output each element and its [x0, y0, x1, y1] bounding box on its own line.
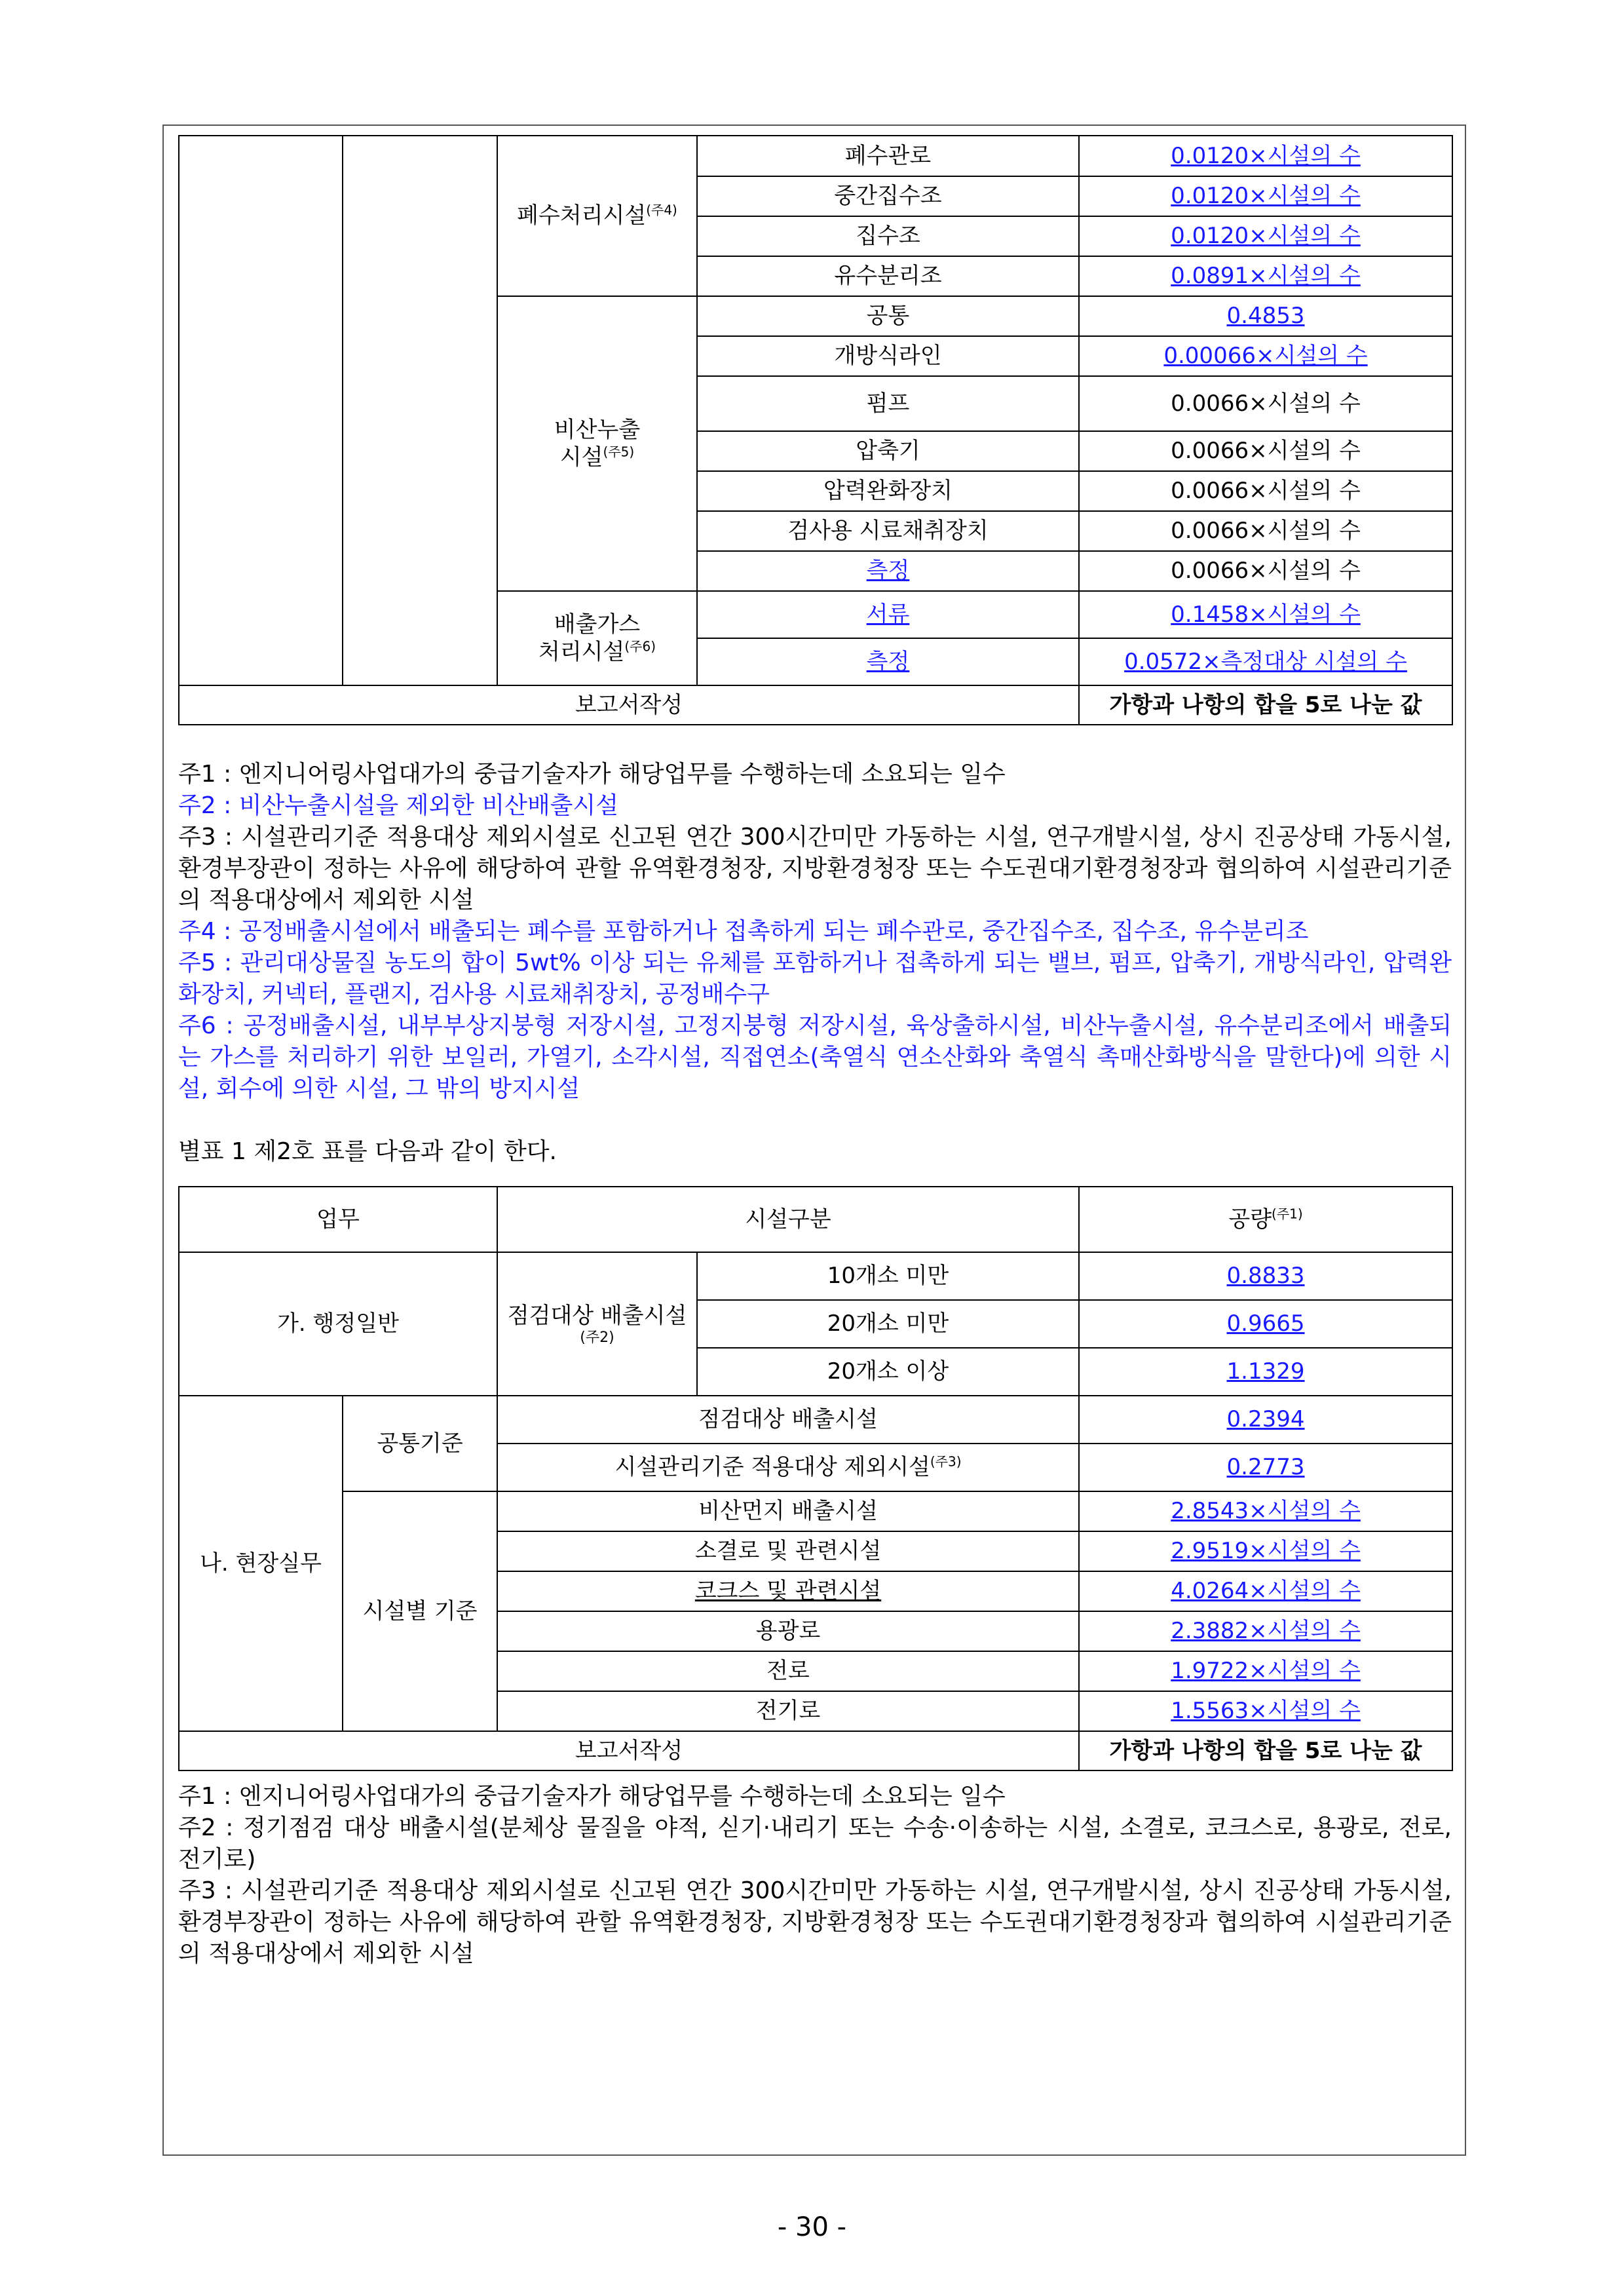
group-exhaust: 배출가스 처리시설$^{(주6)}$ — [497, 591, 697, 685]
item-cell: 20개소 이상 — [697, 1348, 1079, 1396]
value-link[interactable]: 0.4853 — [1079, 296, 1452, 336]
emission-workload-table-continued — [178, 135, 1453, 725]
blank-cell — [343, 136, 497, 685]
note-2: 주2 : 정기점검 대상 배출시설(분체상 물질을 야적, 싣기·내리기 또는 수송·이송하는 시설, 소결로, 코크스로, 용광로, 전로, 전기로) — [178, 1814, 1452, 1873]
value-link[interactable]: 0.0120×시설의 수 — [1079, 216, 1452, 256]
report-label: 보고서작성 — [179, 685, 1079, 725]
item-link[interactable]: 측정 — [697, 551, 1079, 591]
item-cell: 시설관리기준 적용대상 제외시설$^{(주3)}$ — [497, 1444, 1079, 1491]
facility-label: 시설별 기준 — [343, 1491, 497, 1731]
header-facility: 시설구분 — [497, 1187, 1079, 1252]
item-cell: 압축기 — [697, 431, 1079, 471]
value-cell: 0.0066×시설의 수 — [1079, 431, 1452, 471]
blank-cell — [179, 136, 343, 685]
value-link[interactable]: 2.8543×시설의 수 — [1079, 1491, 1452, 1531]
note-3: 주3 : 시설관리기준 적용대상 제외시설로 신고된 연간 300시간미만 가동하는 시설, 연구개발시설, 상시 진공상태 가동시설, 환경부장관이 정하는 사유에 해당하여 관할 유역환경청장, 지방환경청장 또는 수도권대기환경청장과 협의하여 시설관리기준의 적용대상에서 제외한 시설 — [178, 1877, 1452, 1967]
report-value: 가항과 나항의 합을 5로 나눈 값 — [1079, 1731, 1452, 1770]
note-5: 주5 : 관리대상물질 농도의 합이 5wt% 이상 되는 유체를 포함하거나 접촉하게 되는 밸브, 펌프, 압축기, 개방식라인, 압력완화장치, 커넥터, 플랜지, 검사용 시료채취장치, 공정배수구 — [178, 949, 1452, 1008]
item-cell: 개방식라인 — [697, 336, 1079, 376]
value-link[interactable]: 0.0120×시설의 수 — [1079, 136, 1452, 176]
value-link[interactable]: 0.9665 — [1079, 1300, 1452, 1348]
value-link[interactable]: 0.00066×시설의 수 — [1079, 336, 1452, 376]
item-cell: 용광로 — [497, 1611, 1079, 1651]
item-link[interactable]: 서류 — [697, 591, 1079, 638]
note-1: 주1 : 엔지니어링사업대가의 중급기술자가 해당업무를 수행하는데 소요되는 일수 — [178, 1783, 1006, 1810]
value-link[interactable]: 0.0120×시설의 수 — [1079, 176, 1452, 216]
value-link[interactable]: 0.2773 — [1079, 1444, 1452, 1491]
group-wastewater: 폐수처리시설$^{(주4)}$ — [497, 136, 697, 296]
admin-facility: 점검대상 배출시설 (주2) — [497, 1252, 697, 1396]
item-cell: 전로 — [497, 1651, 1079, 1691]
group-leak: 비산누출 시설$^{(주5)}$ — [497, 296, 697, 591]
item-link[interactable]: 측정 — [697, 638, 1079, 685]
item-cell: 전기로 — [497, 1691, 1079, 1731]
lead-text: 별표 1 제2호 표를 다음과 같이 한다. — [178, 1138, 557, 1165]
inspection-workload-table — [178, 1186, 1453, 1771]
item-cell: 10개소 미만 — [697, 1252, 1079, 1300]
notes-table2 — [178, 1781, 1452, 1970]
value-link[interactable]: 1.1329 — [1079, 1348, 1452, 1396]
report-label: 보고서작성 — [179, 1731, 1079, 1770]
header-amount: 공량$^{(주1)}$ — [1079, 1187, 1452, 1252]
item-link[interactable]: 코크스 및 관련시설 — [497, 1571, 1079, 1611]
value-cell: 0.0066×시설의 수 — [1079, 471, 1452, 511]
header-work: 업무 — [179, 1187, 497, 1252]
item-cell: 압력완화장치 — [697, 471, 1079, 511]
value-cell: 0.0066×시설의 수 — [1079, 511, 1452, 551]
item-cell: 검사용 시료채취장치 — [697, 511, 1079, 551]
item-cell: 소결로 및 관련시설 — [497, 1531, 1079, 1571]
item-cell: 점검대상 배출시설 — [497, 1396, 1079, 1444]
value-link[interactable]: 0.8833 — [1079, 1252, 1452, 1300]
item-cell: 폐수관로 — [697, 136, 1079, 176]
note-1: 주1 : 엔지니어링사업대가의 중급기술자가 해당업무를 수행하는데 소요되는 일수 — [178, 761, 1006, 788]
value-link[interactable]: 0.0572×측정대상 시설의 수 — [1079, 638, 1452, 685]
value-link[interactable]: 0.2394 — [1079, 1396, 1452, 1444]
value-cell: 0.0066×시설의 수 — [1079, 551, 1452, 591]
value-link[interactable]: 0.0891×시설의 수 — [1079, 256, 1452, 296]
item-cell: 공통 — [697, 296, 1079, 336]
item-cell: 20개소 미만 — [697, 1300, 1079, 1348]
item-cell: 집수조 — [697, 216, 1079, 256]
value-link[interactable]: 0.1458×시설의 수 — [1079, 591, 1452, 638]
item-cell: 중간집수조 — [697, 176, 1079, 216]
note-4: 주4 : 공정배출시설에서 배출되는 폐수를 포함하거나 접촉하게 되는 폐수관로, 중간집수조, 집수조, 유수분리조 — [178, 918, 1309, 945]
value-cell: 0.0066×시설의 수 — [1079, 376, 1452, 431]
note-2: 주2 : 비산누출시설을 제외한 비산배출시설 — [178, 792, 618, 819]
item-cell: 펌프 — [697, 376, 1079, 431]
field-label: 나. 현장실무 — [179, 1396, 343, 1731]
notes-table1 — [178, 759, 1452, 1105]
value-link[interactable]: 2.3882×시설의 수 — [1079, 1611, 1452, 1651]
admin-label: 가. 행정일반 — [179, 1252, 497, 1396]
report-value: 가항과 나항의 합을 5로 나눈 값 — [1079, 685, 1452, 725]
item-cell: 비산먼지 배출시설 — [497, 1491, 1079, 1531]
item-cell: 유수분리조 — [697, 256, 1079, 296]
value-link[interactable]: 1.9722×시설의 수 — [1079, 1651, 1452, 1691]
note-6: 주6 : 공정배출시설, 내부부상지붕형 저장시설, 고정지붕형 저장시설, 육상출하시설, 비산누출시설, 유수분리조에서 배출되는 가스를 처리하기 위한 보일러, 가열기, 소각시설, 직접연소(축열식 연소산화와 축열식 촉매산화방식을 말한다)에 의한 시설, 회수에 의한 시설, 그 밖의 방지시설 — [178, 1012, 1452, 1102]
value-link[interactable]: 4.0264×시설의 수 — [1079, 1571, 1452, 1611]
value-link[interactable]: 1.5563×시설의 수 — [1079, 1691, 1452, 1731]
note-3: 주3 : 시설관리기준 적용대상 제외시설로 신고된 연간 300시간미만 가동하는 시설, 연구개발시설, 상시 진공상태 가동시설, 환경부장관이 정하는 사유에 해당하여 관할 유역환경청장, 지방환경청장 또는 수도권대기환경청장과 협의하여 시설관리기준의 적용대상에서 제외한 시설 — [178, 824, 1452, 913]
page-number: - 30 - — [777, 2212, 847, 2242]
common-label: 공통기준 — [343, 1396, 497, 1491]
value-link[interactable]: 2.9519×시설의 수 — [1079, 1531, 1452, 1571]
